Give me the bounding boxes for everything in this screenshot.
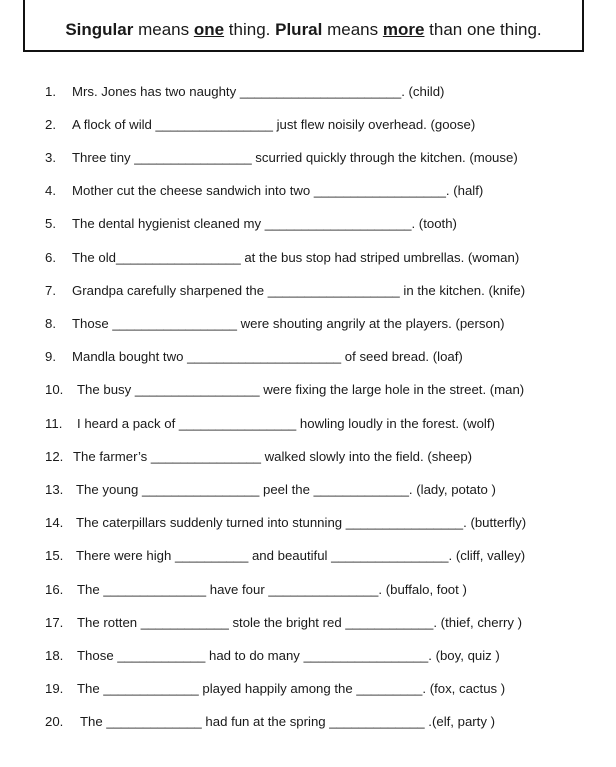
question-number: 1. [45,84,56,99]
question-text: Mother cut the cheese sandwich into two __________________. (half) [72,183,484,198]
question-text: I heard a pack of ________________ howling loudly in the forest. (wolf) [77,416,495,431]
question-number: 13. [45,482,64,497]
question-text: The ______________ have four _______________. (buffalo, foot ) [77,582,467,597]
question-text: Mandla bought two _____________________ of seed bread. (loaf) [72,349,463,364]
question-number: 10. [45,382,64,397]
question-number: 9. [45,349,56,364]
question-text: The dental hygienist cleaned my ____________________. (tooth) [72,216,457,231]
means-text-2: means [322,20,383,39]
question-text: The old_________________ at the bus stop had striped umbrellas. (woman) [72,250,520,265]
question-number: 12. [45,449,64,464]
question-number: 6. [45,250,56,265]
question-number: 17. [45,615,64,630]
instruction-heading [23,19,584,41]
thing-text-2: than one thing. [424,20,542,39]
question-number: 3. [45,150,56,165]
question-text: Three tiny ________________ scurried quickly through the kitchen. (mouse) [72,150,518,165]
question-text: The rotten ____________ stole the bright red ____________. (thief, cherry ) [77,615,523,630]
question-number: 14. [45,515,64,530]
question-text: Mrs. Jones has two naughty ______________________. (child) [72,84,445,99]
question-number: 5. [45,216,56,231]
question-text: Those _________________ were shouting angrily at the players. (person) [72,316,505,331]
question-text: The caterpillars suddenly turned into stunning ________________. (butterfly) [76,515,527,530]
plural-term: Plural [275,20,323,39]
question-text: The _____________ had fun at the spring _____________ .(elf, party ) [80,714,495,729]
singular-term: Singular [65,20,134,39]
question-number: 16. [45,582,64,597]
question-number: 4. [45,183,56,198]
thing-text-1: thing. [224,20,276,39]
question-text: Those ____________ had to do many _________________. (boy, quiz ) [77,648,500,663]
question-number: 11. [45,416,63,431]
question-text: A flock of wild ________________ just flew noisily overhead. (goose) [72,117,476,132]
question-number: 8. [45,316,56,331]
question-text: There were high __________ and beautiful ________________. (cliff, valley) [76,548,526,563]
question-text: Grandpa carefully sharpened the __________________ in the kitchen. (knife) [72,283,526,298]
question-number: 7. [45,283,56,298]
question-number: 20. [45,714,64,729]
question-number: 19. [45,681,64,696]
question-text: The farmer’s _______________ walked slowly into the field. (sheep) [73,449,473,464]
question-text: The _____________ played happily among the _________. (fox, cactus ) [77,681,506,696]
question-text: The young ________________ peel the _____________. (lady, potato ) [76,482,496,497]
question-text: The busy _________________ were fixing the large hole in the street. (man) [77,382,525,397]
one-term: one [193,20,225,39]
more-term: more [382,20,425,39]
question-number: 15. [45,548,64,563]
means-text-1: means [133,20,194,39]
question-number: 18. [45,648,64,663]
question-number: 2. [45,117,56,132]
